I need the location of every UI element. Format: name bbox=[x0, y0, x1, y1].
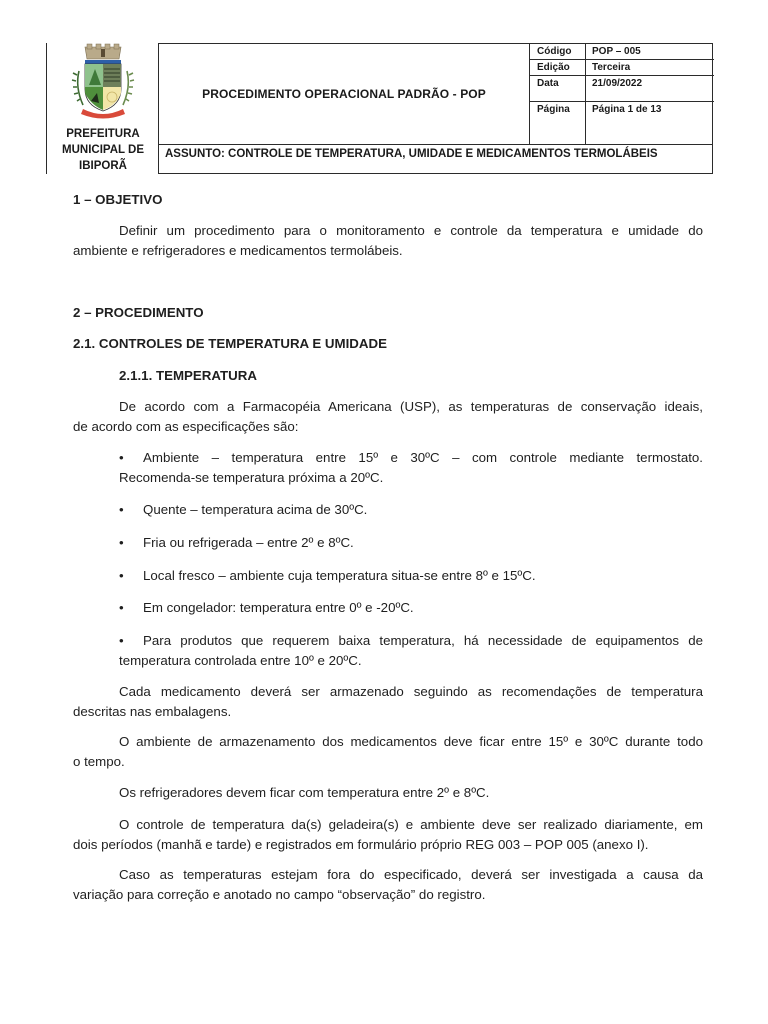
list-item-freezer bbox=[119, 598, 703, 618]
paragraph-line: Cada medicamento deverá ser armazenado seguindo as recomendações de temperatura bbox=[119, 684, 703, 699]
paragraph-line: variação para correção e anotado no campo “observação” do registro. bbox=[73, 887, 486, 902]
document-subject: ASSUNTO: CONTROLE DE TEMPERATURA, UMIDADE E MEDICAMENTOS TERMOLÁBEIS bbox=[165, 148, 658, 160]
subject-cell bbox=[159, 145, 713, 174]
paragraph-line: dois períodos (manhã e tarde) e registrados em formulário próprio REG 003 – POP 005 (anexo I). bbox=[73, 837, 649, 852]
organization-name bbox=[47, 126, 159, 174]
meta-value: Página 1 de 13 bbox=[592, 104, 662, 115]
document-header-table bbox=[46, 43, 713, 174]
list-item-text: Fria ou refrigerada – entre 2º e 8ºC. bbox=[143, 535, 354, 550]
paragraph-line: Definir um procedimento para o monitoramento e controle da temperatura e umidade do bbox=[119, 223, 703, 238]
paragraph-line: ambiente e refrigeradores e medicamentos termolábeis. bbox=[73, 243, 403, 258]
bullet-icon: • bbox=[119, 450, 124, 465]
meta-value: 21/09/2022 bbox=[592, 78, 643, 89]
bullet-icon: • bbox=[119, 568, 124, 583]
list-item-ambient bbox=[119, 448, 703, 488]
paragraph-line: O controle de temperatura da(s) geladeira(s) e ambiente deve ser realizado diariamente, em bbox=[119, 817, 703, 832]
list-item-text: Em congelador: temperatura entre 0º e -20ºC. bbox=[143, 600, 414, 615]
meta-value: POP – 005 bbox=[592, 46, 641, 57]
section-heading-objective: 1 – OBJETIVO bbox=[73, 192, 163, 207]
list-item-text: Local fresco – ambiente cuja temperatura situa-se entre 8º e 15ºC. bbox=[143, 568, 536, 583]
paragraph-packaging bbox=[73, 682, 703, 722]
bullet-icon: • bbox=[119, 535, 124, 550]
list-item-cold bbox=[119, 533, 703, 553]
meta-row-page bbox=[530, 102, 714, 144]
meta-value: Terceira bbox=[592, 62, 631, 73]
document-metadata bbox=[529, 44, 713, 145]
coat-of-arms-icon bbox=[63, 43, 143, 123]
paragraph-out-of-range bbox=[73, 865, 703, 905]
paragraph-daily-control bbox=[73, 815, 703, 855]
logo-cell bbox=[47, 43, 159, 174]
paragraph-line: descritas nas embalagens. bbox=[73, 704, 232, 719]
document-title: PROCEDIMENTO OPERACIONAL PADRÃO - POP bbox=[202, 87, 486, 101]
section-heading-procedure: 2 – PROCEDIMENTO bbox=[73, 305, 204, 320]
paragraph-line: de acordo com as especificações são: bbox=[73, 419, 299, 434]
list-item-text: Quente – temperatura acima de 30ºC. bbox=[143, 502, 368, 517]
paragraph-line: o tempo. bbox=[73, 754, 125, 769]
list-item-text: Para produtos que requerem baixa temperatura, há necessidade de equipamentos de bbox=[143, 633, 703, 648]
paragraph-line: Caso as temperaturas estejam fora do especificado, deverá ser investigada a causa da bbox=[119, 867, 703, 882]
bullet-icon: • bbox=[119, 633, 124, 648]
list-item-text: Recomenda-se temperatura próxima a 20ºC. bbox=[119, 470, 384, 485]
list-item-low-temperature bbox=[119, 631, 703, 671]
bullet-icon: • bbox=[119, 502, 124, 517]
organization-line-2: MUNICIPAL DE bbox=[62, 144, 144, 156]
meta-label: Data bbox=[530, 76, 586, 101]
subsection-heading: 2.1. CONTROLES DE TEMPERATURA E UMIDADE bbox=[73, 336, 387, 351]
meta-label: Edição bbox=[530, 60, 586, 75]
organization-line-3: IBIPORÃ bbox=[79, 160, 127, 172]
meta-row-code bbox=[530, 44, 714, 60]
meta-label: Página bbox=[530, 102, 586, 144]
list-item-text: temperatura controlada entre 10º e 20ºC. bbox=[119, 653, 362, 668]
paragraph-line: Os refrigeradores devem ficar com temperatura entre 2º e 8ºC. bbox=[119, 785, 490, 800]
sub-subsection-heading: 2.1.1. TEMPERATURA bbox=[119, 368, 257, 383]
organization-line-1: PREFEITURA bbox=[66, 128, 140, 140]
meta-label: Código bbox=[530, 44, 586, 59]
list-item-text: Ambiente – temperatura entre 15º e 30ºC – com controle mediante termostato. bbox=[143, 450, 703, 465]
paragraph-line: De acordo com a Farmacopéia Americana (USP), as temperaturas de conservação ideais, bbox=[119, 399, 703, 414]
intro-paragraph bbox=[73, 397, 703, 437]
meta-row-edition bbox=[530, 60, 714, 76]
paragraph-refrigerators bbox=[73, 783, 703, 803]
objective-paragraph bbox=[73, 221, 703, 261]
list-item-hot bbox=[119, 500, 703, 520]
title-cell bbox=[159, 44, 529, 145]
meta-row-date bbox=[530, 76, 714, 102]
paragraph-storage-environment bbox=[73, 732, 703, 772]
bullet-icon: • bbox=[119, 600, 124, 615]
list-item-cool bbox=[119, 566, 703, 586]
paragraph-line: O ambiente de armazenamento dos medicamentos deve ficar entre 15º e 30ºC durante todo bbox=[119, 734, 703, 749]
